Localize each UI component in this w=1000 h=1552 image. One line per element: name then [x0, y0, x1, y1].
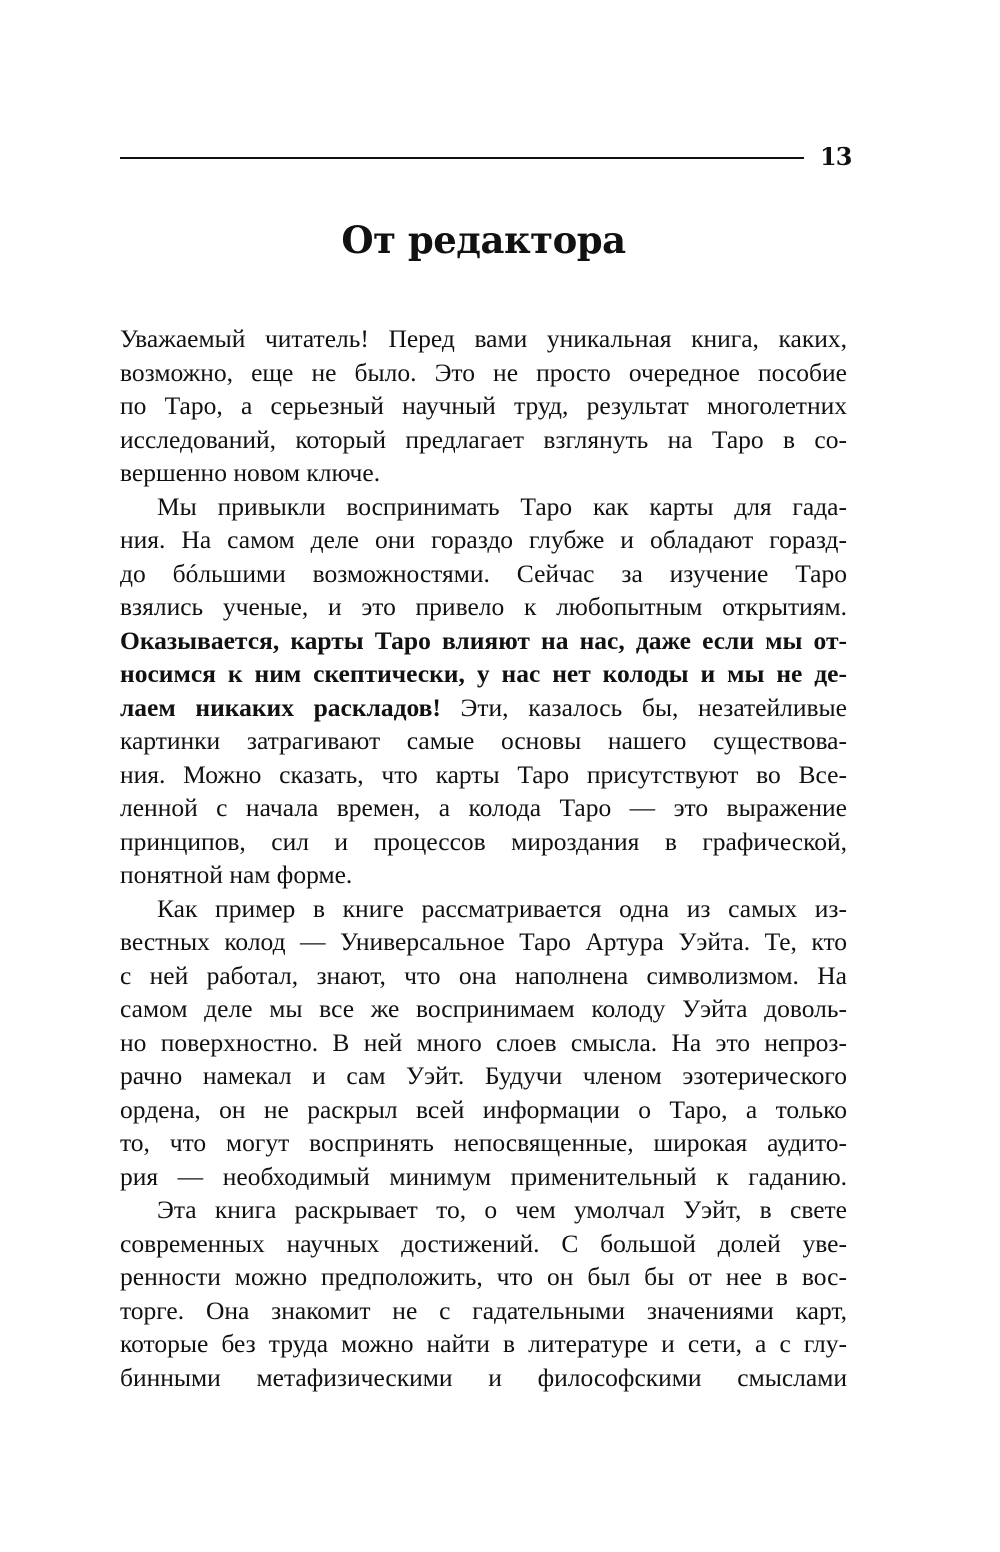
emphasis-text: лаем никаких раскладов! [120, 692, 441, 722]
text-line: понятной нам форме. [120, 860, 353, 889]
emphasis-line: Оказывается, карты Таро влияют на нас, даже если мы от- [120, 625, 847, 655]
text-line: взялись ученые, и это привело к любопытным открытиям. [120, 592, 847, 621]
text-line: Эта книга раскрывает то, о чем умолчал Уэйт, в свете [157, 1195, 847, 1224]
emphasis-line: носимся к ним скептически, у нас нет колоды и мы не де- [120, 659, 847, 688]
text-line: по Таро, а серьезный научный труд, результат многолетних [120, 391, 847, 420]
text-line: Мы привыкли воспринимать Таро как карты для гада- [157, 491, 847, 521]
mixed-line [120, 691, 847, 725]
text-line: которые без труда можно найти в литературе и сети, а с глу- [120, 1329, 847, 1358]
text-line: вершенно новом ключе. [120, 458, 381, 487]
text-line: бинными метафизическими и философскими смыслами [120, 1362, 847, 1392]
page-title: От редактора [341, 218, 626, 262]
header-rule [120, 157, 804, 159]
text-line: возможно, еще не было. Это не просто очередное пособие [120, 357, 847, 387]
text-line: до бóльшими возможностями. Сейчас за изучение Таро [120, 558, 847, 588]
text-line: вестных колод — Универсальное Таро Артура Уэйта. Те, кто [120, 927, 847, 956]
page-number: 13 [820, 142, 852, 171]
text-line: но поверхностно. В ней много слоев смысла. На это непроз- [120, 1027, 847, 1057]
text-line: ленной с начала времен, а колода Таро — это выражение [120, 793, 847, 822]
text-line: Как пример в книге рассматривается одна из самых из- [157, 893, 847, 923]
text-line: с ней работал, знают, что она наполнена символизмом. На [120, 960, 847, 990]
text-line: исследований, который предлагает взглянуть на Таро в со- [120, 424, 847, 454]
text-segment: Эти, казалось бы, незатейливые [440, 692, 847, 722]
body-text [120, 322, 847, 1394]
text-line: торге. Она знакомит не с гадательными значениями карт, [120, 1295, 847, 1325]
text-line: рия — необходимый минимум применительный к гаданию. [120, 1161, 847, 1191]
text-line: современных научных достижений. С большой долей уве- [120, 1228, 847, 1258]
text-line: самом деле мы все же воспринимаем колоду Уэйта доволь- [120, 994, 847, 1023]
text-line: Уважаемый читатель! Перед вами уникальная книга, каких, [120, 324, 847, 353]
text-line: ния. Можно сказать, что карты Таро присутствуют во Все- [120, 759, 847, 789]
text-line: ния. На самом деле они гораздо глубже и обладают горазд- [120, 525, 847, 554]
text-line: рачно намекал и сам Уэйт. Будучи членом эзотерического [120, 1061, 847, 1090]
text-line: ренности можно предположить, что он был бы от нее в вос- [120, 1262, 847, 1291]
text-line: то, что могут воспринять непосвященные, широкая аудито- [120, 1128, 847, 1157]
text-line: принципов, сил и процессов мироздания в графической, [120, 826, 847, 856]
text-line: ордена, он не раскрыл всей информации о Таро, а только [120, 1094, 847, 1124]
text-line: картинки затрагивают самые основы нашего существова- [120, 726, 847, 755]
